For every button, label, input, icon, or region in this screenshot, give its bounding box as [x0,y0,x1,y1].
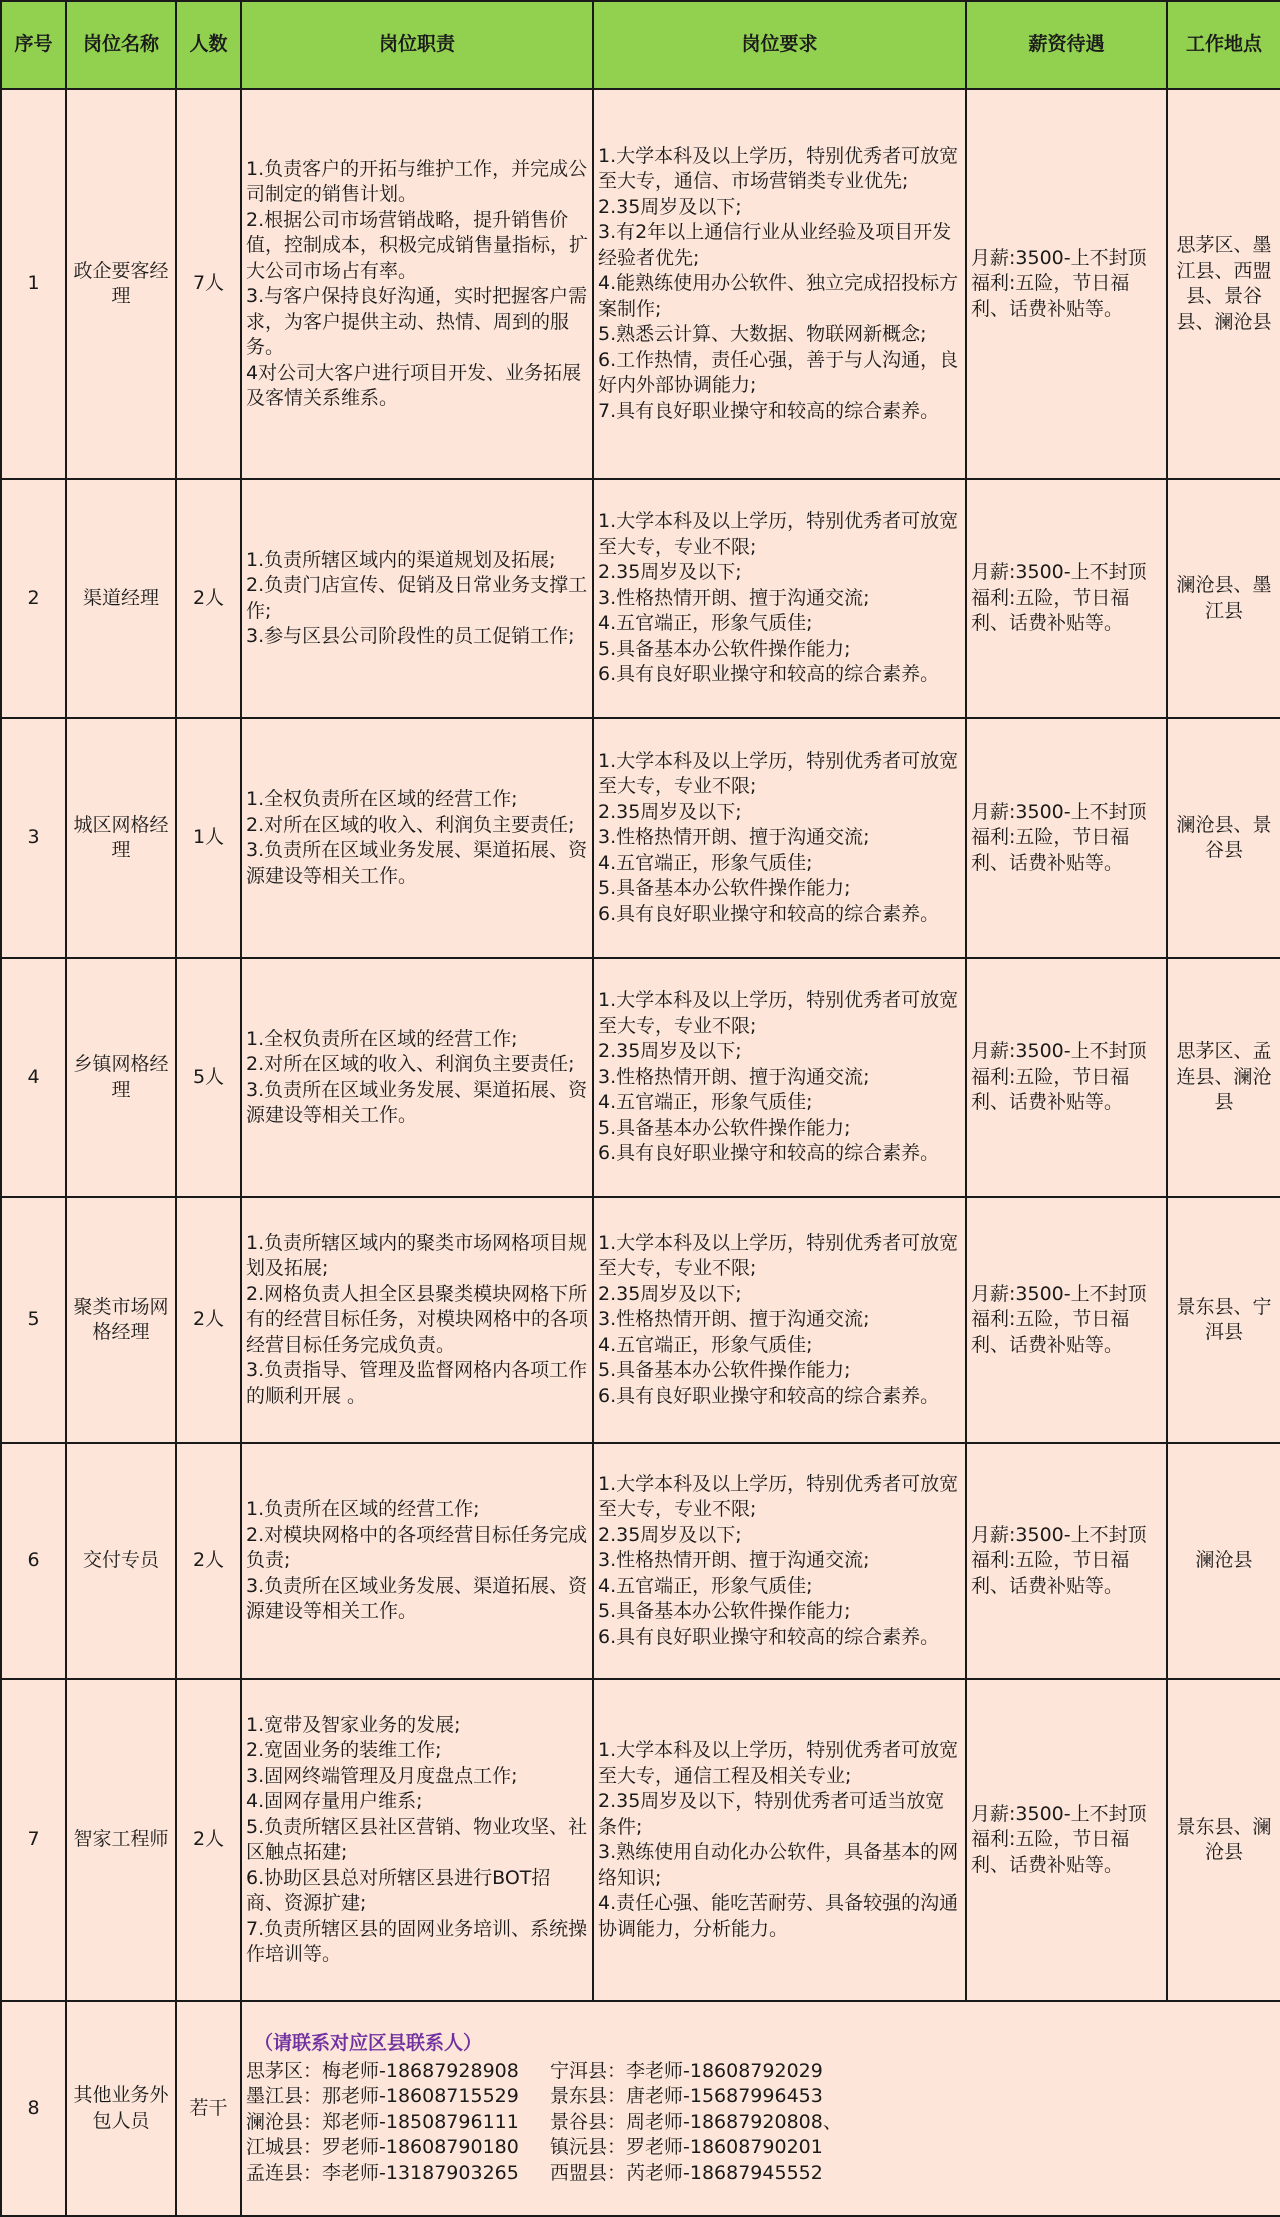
cell-salary: 月薪:3500-上不封顶福利:五险，节日福利、话费补贴等。 [966,479,1167,718]
contact-entry: 思茅区：梅老师-18687928908 [246,2059,519,2082]
requirement-line: 3.性格热情开朗、擅于沟通交流; [598,1549,870,1572]
requirement-line: 6.具有良好职业操守和较高的综合素养。 [598,1384,940,1407]
cell-count: 1人 [176,718,241,958]
requirement-line: 2.35周岁及以下; [598,195,742,218]
cell-count: 7人 [176,89,241,479]
cell-title: 智家工程师 [66,1679,176,2001]
cell-count: 若干 [176,2001,241,2216]
duty-line: 3.负责指导、管理及监督网格内各项工作的顺利开展 。 [246,1359,588,1407]
cell-duties [241,1443,593,1679]
table-row [1,89,1280,479]
cell-title: 渠道经理 [66,479,176,718]
requirement-line: 5.具备基本办公软件操作能力; [598,1359,851,1382]
requirement-line: 6.具有良好职业操守和较高的综合素养。 [598,1625,940,1648]
requirement-line: 1.大学本科及以上学历，特别优秀者可放宽至大专，专业不限; [598,510,959,558]
requirement-line: 4.五官端正，形象气质佳; [598,1091,813,1114]
requirement-line: 6.具有良好职业操守和较高的综合素养。 [598,1142,940,1165]
cell-count: 2人 [176,479,241,718]
cell-salary: 月薪:3500-上不封顶福利:五险，节日福利、话费补贴等。 [966,1443,1167,1679]
cell-duties [241,718,593,958]
cell-duties [241,1197,593,1443]
requirement-line: 6.具有良好职业操守和较高的综合素养。 [598,663,940,686]
cell-salary: 月薪:3500-上不封顶福利:五险，节日福利、话费补贴等。 [966,1679,1167,2001]
requirement-line: 3.熟练使用自动化办公软件，具备基本的网络知识; [598,1841,959,1889]
duty-line: 2.对模块网格中的各项经营目标任务完成负责; [246,1523,588,1572]
requirement-line: 4.五官端正，形象气质佳; [598,1574,813,1597]
cell-no: 4 [1,958,66,1197]
requirement-line: 3.性格热情开朗、擅于沟通交流; [598,1308,870,1331]
requirement-line: 1.大学本科及以上学历，特别优秀者可放宽至大专，专业不限; [598,1231,959,1280]
cell-salary: 月薪:3500-上不封顶福利:五险，节日福利、话费补贴等。 [966,718,1167,958]
cell-location: 澜沧县 [1167,1443,1280,1679]
cell-location: 思茅区、墨江县、西盟县、景谷县、澜沧县 [1167,89,1280,479]
cell-title: 其他业务外包人员 [66,2001,176,2216]
cell-no: 6 [1,1443,66,1679]
header-salary: 薪资待遇 [966,1,1167,89]
requirement-line: 2.35周岁及以下; [598,1282,742,1305]
duty-line: 2.负责门店宣传、促销及日常业务支撑工作; [246,574,588,622]
cell-salary: 月薪:3500-上不封顶福利:五险，节日福利、话费补贴等。 [966,89,1167,479]
contact-note: （请联系对应区县联系人） [254,2032,483,2054]
cell-requirements [593,958,966,1197]
cell-duties [241,1679,593,2001]
requirement-line: 4.责任心强、能吃苦耐劳、具备较强的沟通协调能力，分析能力。 [598,1892,959,1940]
header-count: 人数 [176,1,241,89]
requirement-line: 6.具有良好职业操守和较高的综合素养。 [598,902,940,925]
table-row [1,479,1280,718]
requirement-line: 1.大学本科及以上学历，特别优秀者可放宽至大专，专业不限; [598,1472,959,1521]
cell-requirements [593,479,966,718]
contact-entry: 景谷县：周老师-18687920808、 [550,2110,842,2133]
duty-line: 3.与客户保持良好沟通，实时把握客户需求，为客户提供主动、热情、周到的服务。 [246,285,588,358]
cell-salary: 月薪:3500-上不封顶福利:五险，节日福利、话费补贴等。 [966,1197,1167,1443]
contact-entry: 西盟县：芮老师-18687945552 [550,2161,823,2184]
cell-no: 7 [1,1679,66,2001]
requirement-line: 4.能熟练使用办公软件、独立完成招投标方案制作; [598,272,959,320]
duty-line: 2.对所在区域的收入、利润负主要责任; [246,1053,575,1075]
cell-title: 城区网格经理 [66,718,176,958]
cell-no: 1 [1,89,66,479]
cell-no: 8 [1,2001,66,2216]
requirement-line: 1.大学本科及以上学历，特别优秀者可放宽至大专，通信、市场营销类专业优先; [598,144,959,193]
duty-line: 1.负责所在区域的经营工作; [246,1498,480,1521]
requirement-line: 3.有2年以上通信行业从业经验及项目开发经验者优先; [598,221,952,269]
duty-line: 1.宽带及智家业务的发展; [246,1713,461,1736]
requirement-line: 5.具备基本办公软件操作能力; [598,1116,851,1139]
cell-title: 聚类市场网格经理 [66,1197,176,1443]
duty-line: 3.参与区县公司阶段性的员工促销工作; [246,625,575,647]
requirement-line: 4.五官端正，形象气质佳; [598,1333,813,1356]
cell-salary: 月薪:3500-上不封顶福利:五险，节日福利、话费补贴等。 [966,958,1167,1197]
requirement-line: 3.性格热情开朗、擅于沟通交流; [598,826,870,849]
cell-count: 2人 [176,1443,241,1679]
table-row [1,1679,1280,2001]
cell-requirements [593,1443,966,1679]
cell-title: 交付专员 [66,1443,176,1679]
duty-line: 3.负责所在区域业务发展、渠道拓展、资源建设等相关工作。 [246,839,588,887]
duty-line: 1.负责所辖区域内的渠道规划及拓展; [246,548,556,571]
requirement-line: 6.工作热情，责任心强，善于与人沟通，良好内外部协调能力; [598,348,959,397]
cell-title: 政企要客经理 [66,89,176,479]
table-row [1,1197,1280,1443]
cell-location: 景东县、宁洱县 [1167,1197,1280,1443]
duty-line: 5.负责所辖区县社区营销、物业攻坚、社区触点拓建; [246,1815,588,1863]
contact-entry: 墨江县：那老师-18608715529 [246,2085,519,2107]
requirement-line: 5.具备基本办公软件操作能力; [598,637,851,660]
header-no: 序号 [1,1,66,89]
cell-no: 2 [1,479,66,718]
duty-line: 1.负责客户的开拓与维护工作，并完成公司制定的销售计划。 [246,157,588,205]
header-row [1,1,1280,89]
requirement-line: 3.性格热情开朗、擅于沟通交流; [598,1065,870,1088]
cell-duties [241,479,593,718]
contact-entry: 澜沧县：郑老师-18508796111 [246,2110,519,2133]
duty-line: 3.负责所在区域业务发展、渠道拓展、资源建设等相关工作。 [246,1574,588,1623]
cell-location: 澜沧县、景谷县 [1167,718,1280,958]
cell-duties [241,958,593,1197]
cell-contacts [241,2001,1280,2216]
cell-no: 3 [1,718,66,958]
table-row [1,1443,1280,1679]
cell-requirements [593,1197,966,1443]
contact-entry: 景东县：唐老师-15687996453 [550,2085,823,2107]
requirement-line: 4.五官端正，形象气质佳; [598,851,813,874]
duty-line: 7.负责所辖区县的固网业务培训、系统操作培训等。 [246,1917,588,1965]
contact-entry: 镇沅县：罗老师-18608790201 [550,2136,823,2158]
requirement-line: 2.35周岁及以下，特别优秀者可适当放宽条件; [598,1790,945,1838]
requirement-line: 5.熟悉云计算、大数据、物联网新概念; [598,323,927,346]
requirement-line: 1.大学本科及以上学历，特别优秀者可放宽至大专，通信工程及相关专业; [598,1739,959,1787]
cell-location: 景东县、澜沧县 [1167,1679,1280,2001]
cell-count: 2人 [176,1197,241,1443]
requirement-line: 3.性格热情开朗、擅于沟通交流; [598,586,870,609]
cell-location: 澜沧县、墨江县 [1167,479,1280,718]
duty-line: 3.负责所在区域业务发展、渠道拓展、资源建设等相关工作。 [246,1078,588,1126]
requirement-line: 4.五官端正，形象气质佳; [598,612,813,635]
duty-line: 2.网格负责人担全区县聚类模块网格下所有的经营目标任务，对模块网格中的各项经营目标任务完成负责。 [246,1282,589,1356]
cell-requirements [593,1679,966,2001]
duty-line: 1.全权负责所在区域的经营工作; [246,788,518,810]
requirement-line: 2.35周岁及以下; [598,1523,742,1546]
requirement-line: 2.35周岁及以下; [598,1040,742,1063]
requirement-line: 2.35周岁及以下; [598,800,742,823]
cell-count: 2人 [176,1679,241,2001]
requirement-line: 5.具备基本办公软件操作能力; [598,877,851,900]
header-location: 工作地点 [1167,1,1280,89]
duty-line: 2.根据公司市场营销战略，提升销售价值，控制成本，积极完成销售量指标，扩大公司市场占有率。 [246,208,589,282]
duty-line: 3.固网终端管理及月度盘点工作; [246,1764,518,1787]
requirement-line: 2.35周岁及以下; [598,561,742,584]
duty-line: 4对公司大客户进行项目开发、业务拓展及客情关系维系。 [246,361,582,409]
contact-entry: 宁洱县：李老师-18608792029 [550,2059,823,2082]
cell-location: 思茅区、孟连县、澜沧县 [1167,958,1280,1197]
header-duties: 岗位职责 [241,1,593,89]
cell-duties [241,89,593,479]
requirement-line: 1.大学本科及以上学历，特别优秀者可放宽至大专，专业不限; [598,989,959,1037]
contact-entry: 孟连县：李老师-13187903265 [246,2161,519,2184]
cell-requirements [593,718,966,958]
duty-line: 1.全权负责所在区域的经营工作; [246,1027,518,1050]
contact-entry: 江城县：罗老师-18608790180 [246,2136,519,2158]
table-row-other [1,2001,1280,2216]
cell-no: 5 [1,1197,66,1443]
cell-title: 乡镇网格经理 [66,958,176,1197]
duty-line: 2.宽固业务的装维工作; [246,1739,442,1761]
duty-line: 1.负责所辖区域内的聚类市场网格项目规划及拓展; [246,1231,588,1280]
table-row [1,718,1280,958]
duty-line: 6.协助区县总对所辖区县进行BOT招商、资源扩建; [246,1866,551,1914]
header-title: 岗位名称 [66,1,176,89]
duty-line: 2.对所在区域的收入、利润负主要责任; [246,813,575,836]
cell-requirements [593,89,966,479]
table-row [1,958,1280,1197]
requirement-line: 5.具备基本办公软件操作能力; [598,1600,851,1623]
cell-count: 5人 [176,958,241,1197]
requirement-line: 7.具有良好职业操守和较高的综合素养。 [598,399,940,422]
contact-list [246,2059,1276,2187]
duty-line: 4.固网存量用户维系; [246,1790,423,1812]
requirement-line: 1.大学本科及以上学历，特别优秀者可放宽至大专，专业不限; [598,749,959,798]
header-requirements: 岗位要求 [593,1,966,89]
